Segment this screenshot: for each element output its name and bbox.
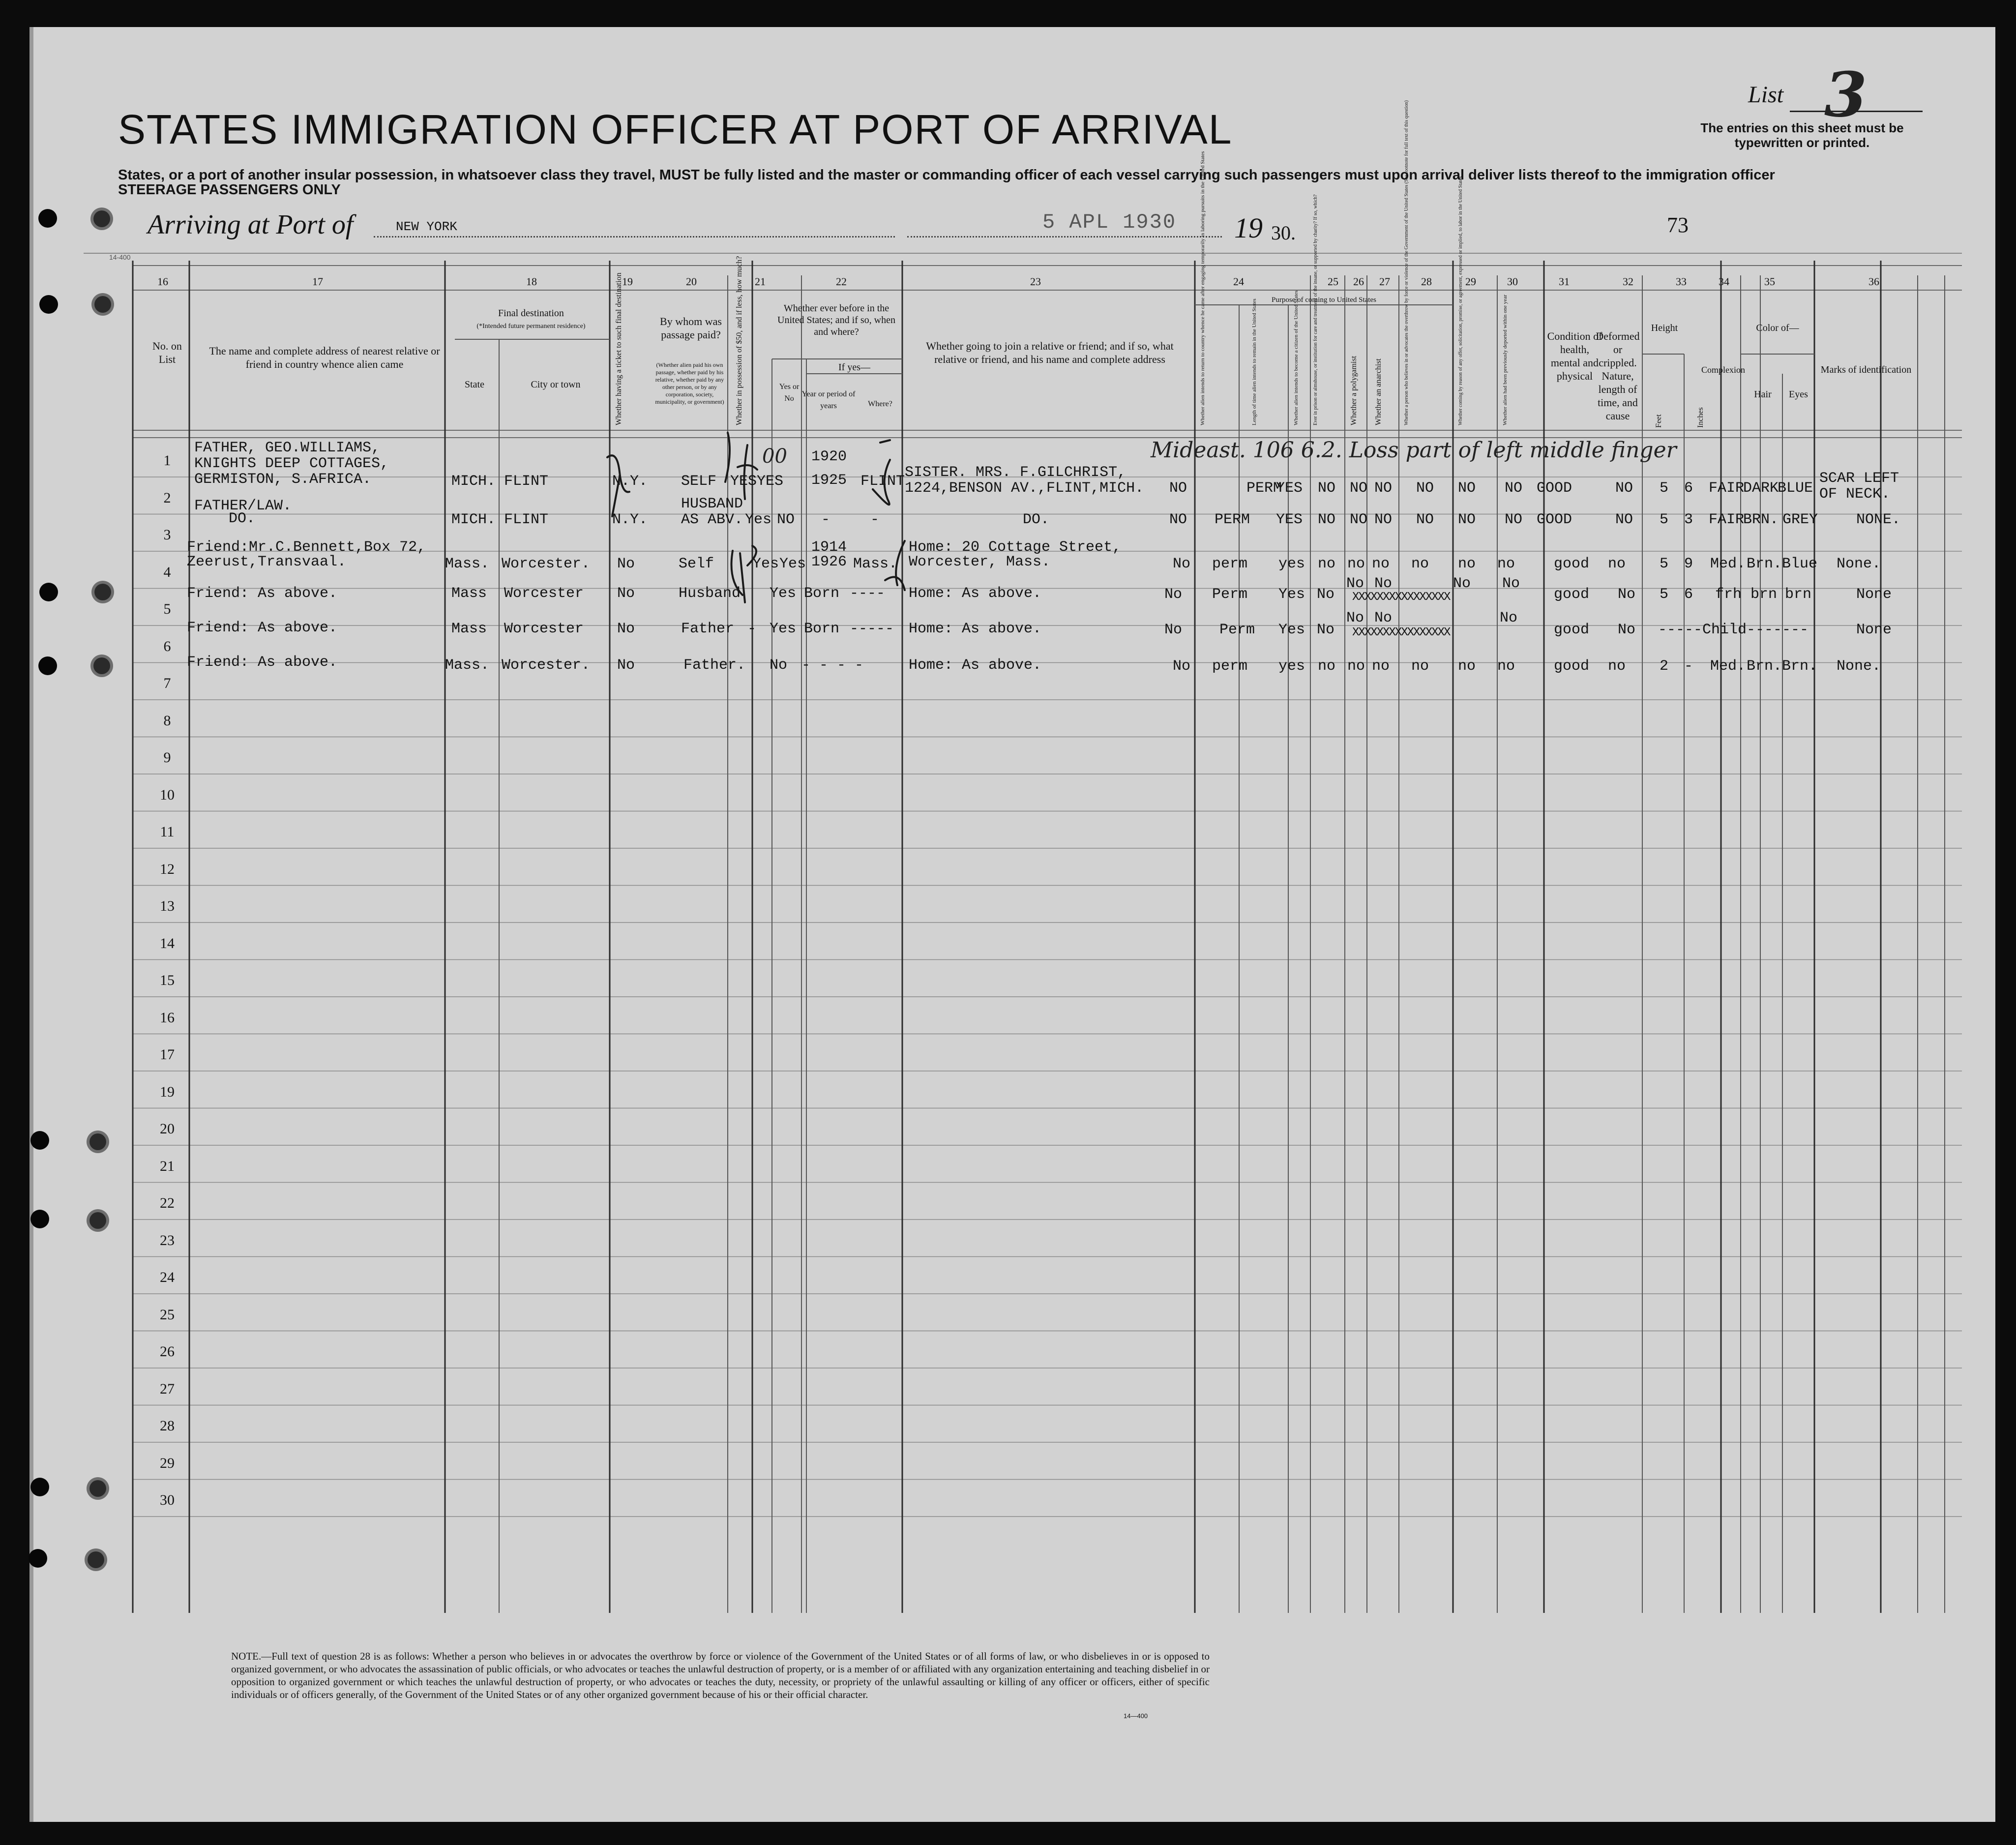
r1-offer: NO: [1458, 480, 1476, 497]
color-header: Color of—: [1756, 323, 1799, 333]
r2-inches: 3: [1684, 511, 1693, 528]
r3-paid: Self: [679, 556, 714, 572]
column-number: 17: [312, 275, 323, 288]
r4-marks: None: [1856, 586, 1892, 603]
r6-overthrow: no: [1411, 658, 1429, 675]
r1-feet: 5: [1660, 480, 1669, 497]
row-number: 23: [160, 1232, 175, 1249]
row-number: 19: [160, 1083, 175, 1100]
arriving-label: Arriving at Port of: [148, 209, 354, 240]
r1-overthrow: NO: [1416, 480, 1434, 497]
r2-state: MICH.: [451, 511, 496, 528]
r6-paid: Father.: [683, 657, 746, 674]
row-number: 24: [160, 1269, 175, 1285]
r4-complexion: frh: [1715, 586, 1742, 603]
r2-city: FLINT: [504, 511, 549, 528]
r3-year2: 1926: [811, 554, 847, 570]
r1-eyes: BLUE: [1778, 480, 1813, 497]
r2-year: -: [821, 511, 830, 528]
r3-polygamist: no: [1347, 556, 1365, 572]
overthrow-header: Whether a person who believes in or advocates the overthrow by force or violence of the Government of the United States (See footnote for full text of this question): [1404, 100, 1409, 425]
column-number: 33: [1676, 275, 1687, 288]
r1-return: NO: [1169, 480, 1187, 497]
column-number: 22: [836, 275, 847, 288]
r5-struck-through: XXXXXXXXXXXXXXXX: [1352, 626, 1450, 639]
height-header: Height: [1651, 323, 1678, 333]
form-subtitle: States, or a port of another insular possession, in whatsoever class they travel, MUST be fully listed and the master or commanding officer of each vessel carrying such passengers must upon arrival deliver lists thereof to the immigration officer: [118, 167, 1775, 183]
r4-yesno: Yes: [770, 585, 797, 602]
r6-offer: no: [1458, 658, 1476, 675]
r6-city: Worcester.: [502, 657, 591, 674]
r1-polygamist: NO: [1350, 480, 1368, 497]
row-number: 16: [160, 1009, 175, 1026]
r3-feet: 5: [1660, 556, 1669, 572]
column-number: 24: [1233, 275, 1244, 288]
r1-prison: NO: [1318, 480, 1336, 497]
inches-header: Inches: [1696, 407, 1705, 428]
r4-health: good: [1554, 586, 1590, 603]
r5-health: good: [1554, 622, 1590, 638]
length-of-stay-header: Length of time alien intends to remain in the United States: [1251, 298, 1257, 425]
column-number: 28: [1421, 275, 1432, 288]
r3-complexion: Med.: [1710, 556, 1746, 572]
r6-marks: None.: [1837, 658, 1881, 675]
r4-where: ----: [850, 585, 886, 602]
r1-paid-signature: [725, 433, 757, 499]
row-number: 27: [160, 1380, 175, 1397]
r3-join-line1: Home: 20 Cottage Street,: [909, 539, 1122, 556]
row-number: 25: [160, 1306, 175, 1323]
r1-health: GOOD: [1537, 480, 1572, 497]
list-number: 3: [1824, 59, 1867, 131]
r1-complexion: FAIR: [1709, 480, 1745, 497]
r2-money: Yes: [745, 511, 772, 528]
r5-ticket: No: [617, 621, 635, 637]
r6-length: perm: [1212, 658, 1248, 675]
r1-paid: SELF: [681, 473, 717, 490]
complexion-header: Complexion: [1701, 365, 1745, 375]
r1-handwritten-note: Mideast. 106 6.2. Loss part of left middle finger: [1151, 438, 1677, 463]
eyes-header: Eyes: [1789, 389, 1808, 400]
r6-deported: no: [1497, 658, 1515, 675]
r2-anarchist: NO: [1374, 511, 1393, 528]
prison-header: Ever in prison or almshouse, or institution for care and treatment of the insane, or supported by charity? If so, which?: [1313, 194, 1318, 425]
r5-yesno: Yes: [770, 621, 797, 637]
r4-city: Worcester: [504, 585, 584, 602]
r4-year: Born: [804, 585, 840, 602]
r5-anarchist: No: [1374, 610, 1393, 626]
r1-ticket-check-mark: [607, 455, 629, 516]
r3-relative-line2: Zeerust,Transvaal.: [187, 554, 347, 570]
r2-overthrow: NO: [1416, 511, 1434, 528]
r2-offer: NO: [1458, 511, 1476, 528]
relative-header: The name and complete address of nearest relative or friend in country whence alien came: [209, 345, 440, 370]
r3-overthrow: no: [1411, 556, 1429, 572]
r6-complexion: Med.: [1710, 658, 1746, 675]
r2-where: -: [870, 511, 880, 528]
r2-deformed: NO: [1615, 511, 1633, 528]
row-number: 28: [160, 1418, 175, 1434]
r6-citizen: yes: [1278, 658, 1305, 675]
r3-money-signature: [732, 546, 757, 602]
r1-length: PERM: [1246, 480, 1282, 497]
r4-hair: brn: [1750, 586, 1778, 603]
r1-year1: 1920: [811, 448, 847, 465]
r2-relative-line1: FATHER/LAW.: [194, 498, 292, 514]
r3-anarchist: no: [1372, 556, 1390, 572]
sheet-number: 73: [1667, 213, 1689, 237]
r1-relative-line2: KNIGHTS DEEP COTTAGES,: [194, 455, 389, 472]
r1-inches: 6: [1684, 480, 1693, 497]
r1-deported: NO: [1505, 480, 1523, 497]
year-suffix: 30.: [1271, 222, 1296, 244]
r1-marks-line1: SCAR LEFT: [1819, 470, 1899, 487]
r5-deformed: No: [1618, 622, 1636, 638]
column-number: 18: [526, 275, 537, 288]
r3-relative-line1: Friend:Mr.C.Bennett,Box 72,: [187, 539, 426, 556]
r5-citizen: Yes: [1278, 622, 1305, 638]
r4-paid: Husband: [679, 585, 741, 602]
list-label: List: [1748, 82, 1784, 108]
marks-header: Marks of identification: [1820, 364, 1912, 375]
column-number: 16: [157, 275, 168, 288]
r2-yesno: NO: [777, 511, 795, 528]
r4-deformed: No: [1618, 586, 1636, 603]
row-number: 15: [160, 972, 175, 988]
r5-marks: None: [1856, 622, 1892, 638]
column-number: 19: [622, 275, 633, 288]
r5-relative: Friend: As above.: [187, 620, 338, 636]
r2-paid: AS ABV.: [681, 511, 743, 528]
r2-ticket: N.Y.: [612, 511, 648, 528]
row-number: 13: [160, 898, 175, 914]
row-number: 9: [163, 749, 171, 766]
column-number: 29: [1465, 275, 1476, 288]
row-number: 10: [160, 786, 175, 803]
r4-return: No: [1164, 586, 1183, 603]
passage-paid-note: (Whether alien paid his own passage, whether paid by his relative, whether paid by any other person, or by any corporation, society, municipality, or government): [655, 361, 724, 405]
row-number: 3: [163, 527, 171, 543]
r3-deformed: no: [1608, 556, 1626, 572]
column-number: 27: [1379, 275, 1390, 288]
r3-state: Mass.: [445, 556, 490, 572]
r5-year: Born: [804, 621, 840, 637]
r1-paid-handwriting: 00: [762, 445, 787, 468]
if-yes-header: If yes—: [838, 362, 870, 373]
row-number: 11: [160, 824, 175, 840]
r2-relative-line2: DO.: [229, 510, 256, 527]
r4-prison: No: [1317, 586, 1335, 603]
r6-feet: 2: [1660, 658, 1669, 675]
steerage-label: STEERAGE PASSENGERS ONLY: [118, 182, 341, 198]
r5-money: -: [747, 621, 757, 637]
r4-feet: 5: [1660, 586, 1669, 603]
destination-header: Final destination: [498, 308, 564, 319]
r5-return: No: [1164, 622, 1183, 638]
row-number: 1: [163, 452, 171, 469]
column-number: 26: [1353, 275, 1364, 288]
r1-relative-line1: FATHER, GEO.WILLIAMS,: [194, 440, 381, 456]
r6-health: good: [1554, 658, 1590, 675]
r4-offer: No: [1453, 575, 1471, 592]
r2-citizen: YES: [1276, 511, 1303, 528]
r4-length: Perm: [1212, 586, 1248, 603]
r3-money: Yes: [752, 556, 779, 572]
row-number: 17: [160, 1046, 175, 1063]
year-header: Year or period of years: [801, 390, 856, 410]
r3-where: Mass.: [853, 556, 898, 572]
r2-feet: 5: [1660, 511, 1669, 528]
r1-city: FLINT: [504, 473, 549, 490]
column-number: 32: [1623, 275, 1633, 288]
row-number: 14: [160, 935, 175, 952]
column-number: 25: [1328, 275, 1338, 288]
r5-where: -----: [850, 621, 894, 637]
r6-polygamist: no: [1347, 658, 1365, 675]
r3-yesno: Yes: [779, 556, 806, 572]
r4-eyes: brn: [1785, 586, 1812, 603]
state-header: State: [465, 379, 484, 390]
column-number: 21: [755, 275, 766, 288]
r4-citizen: Yes: [1278, 586, 1305, 603]
r5-child: -----Child-------: [1658, 622, 1809, 638]
polygamist-header: Whether a polygamist: [1350, 356, 1358, 425]
r2-paid-a: HUSBAND: [681, 496, 743, 512]
r3-city: Worcester.: [502, 556, 591, 572]
column-number: 20: [686, 275, 697, 288]
row-number: 26: [160, 1343, 175, 1360]
r6-prison: no: [1318, 658, 1336, 675]
r1-anarchist: NO: [1374, 480, 1393, 497]
destination-note: (*Intended future permanent residence): [476, 323, 586, 330]
column-number: 31: [1559, 275, 1570, 288]
anarchist-header: Whether an anarchist: [1374, 358, 1383, 425]
r1-year2: 1925: [811, 472, 847, 489]
join-relative-header: Whether going to join a relative or friend; and if so, what relative or friend, and his name and complete address: [926, 340, 1174, 365]
r1-deformed: NO: [1615, 480, 1633, 497]
no-on-list-header: No. on List: [152, 340, 182, 365]
r5-polygamist: No: [1346, 610, 1364, 626]
r3-prison: no: [1318, 556, 1336, 572]
r6-dashes: - - - -: [801, 657, 864, 674]
r1-hair: DARK: [1743, 480, 1779, 497]
r2-prison: NO: [1318, 511, 1336, 528]
r4-relative: Friend: As above.: [187, 585, 338, 602]
r6-relative: Friend: As above.: [187, 654, 338, 671]
r6-state: Mass.: [445, 657, 490, 674]
r4-ticket: No: [617, 585, 635, 602]
deformed-header: Deformed or crippled. Nature, length of time, and cause: [1596, 330, 1640, 422]
r5-length: Perm: [1219, 622, 1255, 638]
r3-year1: 1914: [811, 539, 847, 556]
money-header: Whether in possession of $50, and if less, how much?: [735, 256, 743, 425]
r1-marks-line2: OF NECK.: [1819, 486, 1891, 503]
row-number: 29: [160, 1455, 175, 1471]
column-number: 30: [1507, 275, 1518, 288]
r4-deported: No: [1502, 575, 1520, 592]
r4-struck-through: XXXXXXXXXXXXXXXX: [1352, 591, 1450, 604]
date-stamp: 5 APL 1930: [1042, 210, 1177, 234]
r2-eyes: GREY: [1782, 511, 1818, 528]
row-number: 30: [160, 1492, 175, 1508]
row-number: 6: [163, 638, 171, 655]
form-title: STATES IMMIGRATION OFFICER AT PORT OF ARRIVAL: [118, 106, 1233, 152]
ticket-header: Whether having a ticket to such final destination: [615, 272, 623, 425]
r1-citizen: YES: [1276, 480, 1303, 497]
row-number: 22: [160, 1195, 175, 1211]
hair-header: Hair: [1754, 389, 1772, 400]
form-number-top: 14-400: [109, 253, 131, 261]
r1-relative-line3: GERMISTON, S.AFRICA.: [194, 471, 372, 488]
column-number: 34: [1719, 275, 1729, 288]
feet-header: Feet: [1655, 414, 1663, 428]
r3-eyes: Blue: [1782, 556, 1818, 572]
r2-join: DO.: [1023, 511, 1050, 528]
labor-offer-header: Whether coming by reason of any offer, solicitation, promise, or agreement, expressed or implied, to labor in the United States: [1458, 176, 1463, 425]
footnote-question-28: NOTE.—Full text of question 28 is as follows: Whether a person who believes in or advocates the overthrow by force or violence of the Government of the United States or of all forms of law, or who disbelieves in or is opposed to organized government, or who advocates the assassination of public officials, or who advocates or teaches the unlawful destruction of property, or is a member of or affiliated with any organization entertaining and teaching disbelief in or opposition to organized government or which teaches the unlawful destruction of property, or who advocates or teaches the duty, necessity, or propriety of the unlawful assaulting or killing of any officer or officers, either of specific individuals or of officers generally, of the Government of the United States or of any other organized government because of his or their official character.: [231, 1650, 1210, 1700]
form-number-bottom: 14—400: [1124, 1712, 1148, 1720]
r1-join-line1: SISTER. MRS. F.GILCHRIST,: [905, 464, 1127, 481]
purpose-header: Purpose of coming to United States: [1272, 296, 1376, 304]
r4-polygamist: No: [1346, 575, 1364, 592]
citizen-header: Whether alien intends to become a citizen of the United States: [1293, 290, 1299, 425]
r1-where: FLINT: [860, 473, 905, 490]
r6-anarchist: no: [1372, 658, 1390, 675]
r2-return: NO: [1169, 511, 1187, 528]
r3-offer: no: [1458, 556, 1476, 572]
return-header: Whether alien intends to return to country whence he came after engaging temporarily in laboring pursuits in the United States: [1200, 151, 1206, 425]
r6-inches: -: [1684, 658, 1693, 675]
r3-hair: Brn.: [1747, 556, 1782, 572]
r3-ticket: No: [617, 556, 635, 572]
r5-city: Worcester: [504, 621, 584, 637]
health-header: Condition of health, mental and physical: [1547, 330, 1602, 382]
r6-deformed: no: [1608, 658, 1626, 675]
r3-inches: 9: [1684, 556, 1693, 572]
port-value: NEW YORK: [396, 219, 457, 234]
r2-health: GOOD: [1537, 511, 1572, 528]
r3-return: No: [1173, 556, 1191, 572]
row-number: 21: [160, 1158, 175, 1174]
r4-state: Mass: [451, 585, 487, 602]
r2-polygamist: NO: [1350, 511, 1368, 528]
row-number: 2: [163, 489, 171, 506]
r1-state: MICH.: [451, 473, 496, 490]
r3-marks: None.: [1837, 556, 1881, 572]
r1-money: YESYES: [730, 473, 784, 490]
r2-marks: NONE.: [1856, 511, 1901, 528]
column-number: 23: [1030, 275, 1041, 288]
r2-complexion: FAIR: [1709, 511, 1745, 528]
r6-eyes: Brn.: [1782, 658, 1818, 675]
row-number: 20: [160, 1121, 175, 1137]
typewritten-note: The entries on this sheet must be typewritten or printed.: [1700, 120, 1904, 150]
city-header: City or town: [531, 379, 581, 390]
row-number: 7: [163, 675, 171, 691]
r6-yesno: No: [770, 657, 788, 674]
row-number: 8: [163, 712, 171, 729]
r3-health: good: [1554, 556, 1590, 572]
r1-where-check-mark: [873, 440, 890, 505]
r4-inches: 6: [1684, 586, 1693, 603]
r2-length: PERM: [1215, 511, 1250, 528]
row-number: 12: [160, 861, 175, 877]
before-in-us-header: Whether ever before in the United States; and if so, when and where?: [777, 303, 895, 337]
r5-offer: No: [1500, 610, 1518, 626]
where-header: Where?: [868, 400, 892, 408]
r4-anarchist: No: [1374, 575, 1393, 592]
passage-paid-header: By whom was passage paid?: [660, 315, 722, 341]
yes-or-no-header: Yes or No: [779, 383, 800, 403]
column-number: 35: [1764, 275, 1775, 288]
r6-join: Home: As above.: [909, 657, 1042, 674]
r6-return: No: [1173, 658, 1191, 675]
r3-citizen: yes: [1278, 556, 1305, 572]
r5-paid: Father: [681, 621, 735, 637]
r5-state: Mass: [451, 621, 487, 637]
deported-header: Whether alien had been previously deported within one year: [1502, 295, 1508, 425]
r2-hair: BRN.: [1743, 511, 1779, 528]
column-number: 36: [1868, 275, 1879, 288]
r3-join-line2: Worcester, Mass.: [909, 554, 1051, 570]
r1-join-line2: 1224,BENSON AV.,FLINT,MICH.: [905, 480, 1144, 497]
r3-length: perm: [1212, 556, 1248, 572]
r1-ticket: N.Y.: [612, 473, 648, 490]
r3-deported: no: [1497, 556, 1515, 572]
r5-prison: No: [1317, 622, 1335, 638]
row-number: 4: [163, 564, 171, 580]
r6-ticket: No: [617, 657, 635, 674]
r4-join: Home: As above.: [909, 585, 1042, 602]
row-number: 5: [163, 601, 171, 617]
r2-deported: NO: [1505, 511, 1523, 528]
r3-where-check-mark: [885, 541, 905, 590]
r6-hair: Brn.: [1747, 658, 1782, 675]
year-prefix: 19: [1234, 212, 1263, 244]
r5-join: Home: As above.: [909, 621, 1042, 637]
